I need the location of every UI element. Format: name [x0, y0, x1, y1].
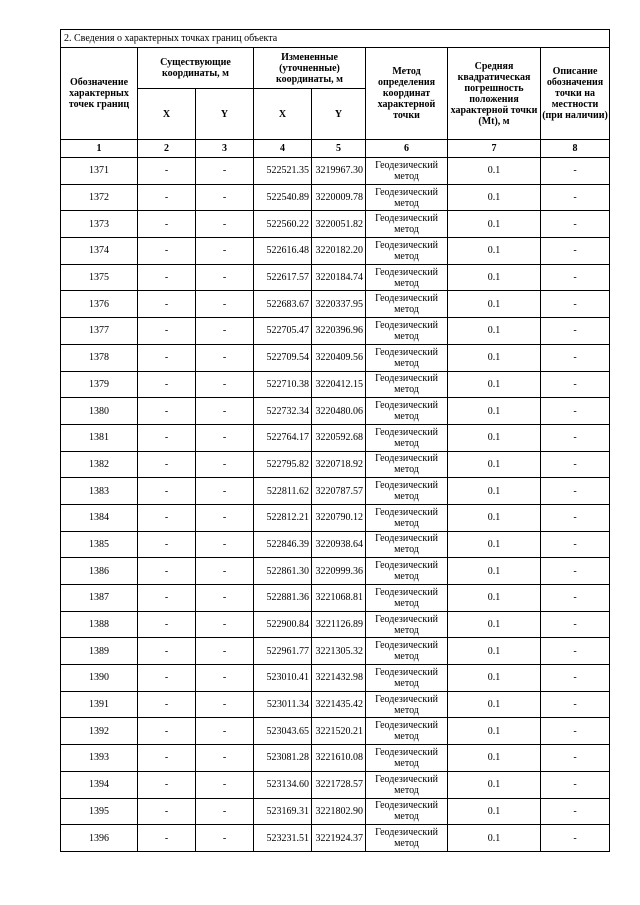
cell-existing-y: -	[196, 478, 254, 505]
cell-existing-x: -	[138, 291, 196, 318]
cell-accuracy: 0.1	[448, 238, 541, 265]
table-row	[61, 371, 610, 398]
cell-existing-y: -	[196, 798, 254, 825]
cell-existing-y: -	[196, 344, 254, 371]
cell-changed-x: 522560.22	[254, 211, 312, 238]
cell-changed-x: 522900.84	[254, 611, 312, 638]
cell-point-number: 1373	[61, 211, 138, 238]
cell-existing-y: -	[196, 264, 254, 291]
cell-changed-x: 522795.82	[254, 451, 312, 478]
cell-method: Геодезический метод	[366, 344, 448, 371]
cell-accuracy: 0.1	[448, 184, 541, 211]
cell-existing-y: -	[196, 184, 254, 211]
cell-existing-y: -	[196, 611, 254, 638]
cell-method: Геодезический метод	[366, 451, 448, 478]
cell-changed-y: 3221432.98	[312, 665, 366, 692]
cell-changed-y: 3220184.74	[312, 264, 366, 291]
column-number: 7	[448, 140, 541, 158]
cell-point-number: 1385	[61, 531, 138, 558]
cell-existing-y: -	[196, 504, 254, 531]
header-method: Метод определения координат характерной точки	[366, 48, 448, 140]
cell-changed-y: 3221068.81	[312, 585, 366, 612]
cell-existing-x: -	[138, 665, 196, 692]
cell-existing-y: -	[196, 825, 254, 852]
cell-existing-y: -	[196, 451, 254, 478]
cell-accuracy: 0.1	[448, 424, 541, 451]
cell-existing-x: -	[138, 371, 196, 398]
cell-changed-x: 522709.54	[254, 344, 312, 371]
column-number: 8	[541, 140, 610, 158]
table-row	[61, 318, 610, 345]
cell-changed-y: 3220182.20	[312, 238, 366, 265]
cell-method: Геодезический метод	[366, 558, 448, 585]
cell-changed-y: 3220409.56	[312, 344, 366, 371]
cell-accuracy: 0.1	[448, 531, 541, 558]
table-row	[61, 291, 610, 318]
section-title: 2. Сведения о характерных точках границ объекта	[61, 30, 610, 48]
cell-method: Геодезический метод	[366, 158, 448, 185]
cell-changed-y: 3221728.57	[312, 771, 366, 798]
cell-point-number: 1382	[61, 451, 138, 478]
cell-description: -	[541, 504, 610, 531]
cell-existing-x: -	[138, 478, 196, 505]
cell-description: -	[541, 451, 610, 478]
cell-accuracy: 0.1	[448, 478, 541, 505]
cell-method: Геодезический метод	[366, 504, 448, 531]
cell-changed-y: 3220718.92	[312, 451, 366, 478]
cell-changed-y: 3220337.95	[312, 291, 366, 318]
cell-accuracy: 0.1	[448, 264, 541, 291]
cell-existing-x: -	[138, 398, 196, 425]
table-row	[61, 718, 610, 745]
cell-point-number: 1391	[61, 691, 138, 718]
cell-point-number: 1384	[61, 504, 138, 531]
cell-description: -	[541, 691, 610, 718]
cell-existing-y: -	[196, 211, 254, 238]
cell-method: Геодезический метод	[366, 424, 448, 451]
cell-existing-y: -	[196, 638, 254, 665]
cell-existing-x: -	[138, 344, 196, 371]
cell-existing-x: -	[138, 745, 196, 772]
cell-existing-x: -	[138, 184, 196, 211]
cell-changed-x: 523231.51	[254, 825, 312, 852]
cell-method: Геодезический метод	[366, 291, 448, 318]
cell-accuracy: 0.1	[448, 611, 541, 638]
cell-method: Геодезический метод	[366, 691, 448, 718]
cell-existing-y: -	[196, 291, 254, 318]
cell-changed-x: 523011.34	[254, 691, 312, 718]
column-number: 2	[138, 140, 196, 158]
cell-changed-x: 522812.21	[254, 504, 312, 531]
table-row	[61, 825, 610, 852]
cell-description: -	[541, 665, 610, 692]
cell-method: Геодезический метод	[366, 398, 448, 425]
table-row	[61, 558, 610, 585]
table-row	[61, 184, 610, 211]
cell-description: -	[541, 184, 610, 211]
cell-existing-y: -	[196, 585, 254, 612]
cell-changed-x: 522617.57	[254, 264, 312, 291]
cell-changed-x: 523043.65	[254, 718, 312, 745]
cell-method: Геодезический метод	[366, 611, 448, 638]
column-number: 5	[312, 140, 366, 158]
cell-accuracy: 0.1	[448, 211, 541, 238]
table-row	[61, 611, 610, 638]
table-row	[61, 504, 610, 531]
table-row	[61, 211, 610, 238]
header-changed-coordinates: Измененные (уточненные) координаты, м	[254, 48, 366, 89]
cell-changed-x: 523134.60	[254, 771, 312, 798]
cell-method: Геодезический метод	[366, 745, 448, 772]
header-designation: Обозначение характерных точек границ	[61, 48, 138, 140]
column-number-row	[61, 140, 610, 158]
cell-changed-x: 522540.89	[254, 184, 312, 211]
cell-point-number: 1374	[61, 238, 138, 265]
cell-changed-x: 523010.41	[254, 665, 312, 692]
cell-existing-y: -	[196, 371, 254, 398]
cell-existing-x: -	[138, 158, 196, 185]
header-existing-coordinates: Существующие координаты, м	[138, 48, 254, 89]
cell-changed-y: 3220412.15	[312, 371, 366, 398]
cell-existing-y: -	[196, 665, 254, 692]
cell-point-number: 1371	[61, 158, 138, 185]
cell-changed-y: 3220051.82	[312, 211, 366, 238]
cell-description: -	[541, 211, 610, 238]
cell-accuracy: 0.1	[448, 318, 541, 345]
cell-point-number: 1372	[61, 184, 138, 211]
cell-changed-x: 522846.39	[254, 531, 312, 558]
cell-existing-x: -	[138, 638, 196, 665]
cell-description: -	[541, 798, 610, 825]
cell-changed-y: 3221435.42	[312, 691, 366, 718]
cell-method: Геодезический метод	[366, 798, 448, 825]
table-row	[61, 745, 610, 772]
table-row	[61, 424, 610, 451]
cell-changed-x: 522961.77	[254, 638, 312, 665]
cell-description: -	[541, 291, 610, 318]
cell-point-number: 1377	[61, 318, 138, 345]
boundary-points-document	[60, 29, 609, 852]
cell-description: -	[541, 745, 610, 772]
cell-point-number: 1389	[61, 638, 138, 665]
cell-point-number: 1393	[61, 745, 138, 772]
column-number: 1	[61, 140, 138, 158]
cell-existing-x: -	[138, 691, 196, 718]
cell-changed-y: 3220999.36	[312, 558, 366, 585]
column-number: 6	[366, 140, 448, 158]
table-row	[61, 585, 610, 612]
cell-accuracy: 0.1	[448, 798, 541, 825]
cell-description: -	[541, 531, 610, 558]
cell-accuracy: 0.1	[448, 344, 541, 371]
table-row	[61, 771, 610, 798]
cell-description: -	[541, 344, 610, 371]
cell-description: -	[541, 825, 610, 852]
cell-accuracy: 0.1	[448, 638, 541, 665]
cell-description: -	[541, 718, 610, 745]
cell-changed-y: 3221610.08	[312, 745, 366, 772]
cell-method: Геодезический метод	[366, 531, 448, 558]
cell-changed-y: 3221305.32	[312, 638, 366, 665]
cell-point-number: 1390	[61, 665, 138, 692]
cell-existing-y: -	[196, 771, 254, 798]
cell-changed-x: 522710.38	[254, 371, 312, 398]
column-number: 4	[254, 140, 312, 158]
cell-existing-x: -	[138, 238, 196, 265]
cell-existing-x: -	[138, 531, 196, 558]
table-row	[61, 238, 610, 265]
boundary-points-table	[60, 29, 610, 852]
cell-changed-y: 3220592.68	[312, 424, 366, 451]
cell-existing-x: -	[138, 504, 196, 531]
cell-description: -	[541, 371, 610, 398]
cell-method: Геодезический метод	[366, 665, 448, 692]
cell-description: -	[541, 585, 610, 612]
cell-accuracy: 0.1	[448, 291, 541, 318]
cell-existing-y: -	[196, 558, 254, 585]
cell-accuracy: 0.1	[448, 371, 541, 398]
cell-description: -	[541, 424, 610, 451]
cell-changed-y: 3221520.21	[312, 718, 366, 745]
cell-accuracy: 0.1	[448, 771, 541, 798]
cell-point-number: 1376	[61, 291, 138, 318]
cell-accuracy: 0.1	[448, 504, 541, 531]
header-existing-y: Y	[196, 89, 254, 140]
cell-method: Геодезический метод	[366, 211, 448, 238]
cell-point-number: 1387	[61, 585, 138, 612]
cell-existing-x: -	[138, 771, 196, 798]
cell-description: -	[541, 771, 610, 798]
cell-existing-y: -	[196, 158, 254, 185]
cell-description: -	[541, 478, 610, 505]
cell-changed-x: 522881.36	[254, 585, 312, 612]
cell-changed-x: 523081.28	[254, 745, 312, 772]
cell-point-number: 1396	[61, 825, 138, 852]
cell-existing-y: -	[196, 691, 254, 718]
cell-point-number: 1394	[61, 771, 138, 798]
cell-method: Геодезический метод	[366, 825, 448, 852]
cell-point-number: 1378	[61, 344, 138, 371]
cell-method: Геодезический метод	[366, 718, 448, 745]
cell-existing-y: -	[196, 718, 254, 745]
table-body	[61, 158, 610, 852]
cell-existing-x: -	[138, 558, 196, 585]
cell-accuracy: 0.1	[448, 158, 541, 185]
cell-method: Геодезический метод	[366, 771, 448, 798]
cell-changed-y: 3220938.64	[312, 531, 366, 558]
header-existing-x: X	[138, 89, 196, 140]
cell-existing-x: -	[138, 611, 196, 638]
cell-accuracy: 0.1	[448, 585, 541, 612]
cell-accuracy: 0.1	[448, 398, 541, 425]
table-row	[61, 638, 610, 665]
table-row	[61, 478, 610, 505]
cell-changed-x: 522811.62	[254, 478, 312, 505]
cell-method: Геодезический метод	[366, 638, 448, 665]
cell-existing-x: -	[138, 424, 196, 451]
cell-changed-x: 523169.31	[254, 798, 312, 825]
cell-accuracy: 0.1	[448, 718, 541, 745]
cell-accuracy: 0.1	[448, 691, 541, 718]
table-row	[61, 798, 610, 825]
cell-existing-y: -	[196, 424, 254, 451]
cell-method: Геодезический метод	[366, 264, 448, 291]
cell-existing-x: -	[138, 451, 196, 478]
table-row	[61, 344, 610, 371]
cell-method: Геодезический метод	[366, 238, 448, 265]
cell-accuracy: 0.1	[448, 825, 541, 852]
cell-existing-y: -	[196, 238, 254, 265]
table-row	[61, 531, 610, 558]
cell-method: Геодезический метод	[366, 318, 448, 345]
cell-existing-x: -	[138, 211, 196, 238]
cell-description: -	[541, 611, 610, 638]
cell-changed-y: 3221802.90	[312, 798, 366, 825]
table-row	[61, 665, 610, 692]
cell-point-number: 1375	[61, 264, 138, 291]
table-row	[61, 158, 610, 185]
cell-point-number: 1386	[61, 558, 138, 585]
cell-changed-x: 522732.34	[254, 398, 312, 425]
cell-point-number: 1383	[61, 478, 138, 505]
cell-changed-x: 522705.47	[254, 318, 312, 345]
cell-method: Геодезический метод	[366, 478, 448, 505]
cell-changed-y: 3220009.78	[312, 184, 366, 211]
column-number: 3	[196, 140, 254, 158]
cell-accuracy: 0.1	[448, 558, 541, 585]
cell-method: Геодезический метод	[366, 184, 448, 211]
cell-changed-x: 522764.17	[254, 424, 312, 451]
table-row	[61, 451, 610, 478]
cell-changed-y: 3220480.06	[312, 398, 366, 425]
cell-changed-y: 3221126.89	[312, 611, 366, 638]
cell-existing-x: -	[138, 585, 196, 612]
cell-changed-y: 3220787.57	[312, 478, 366, 505]
cell-existing-x: -	[138, 825, 196, 852]
table-row	[61, 398, 610, 425]
cell-accuracy: 0.1	[448, 745, 541, 772]
cell-point-number: 1392	[61, 718, 138, 745]
cell-description: -	[541, 158, 610, 185]
header-description: Описание обозначения точки на местности (при наличии)	[541, 48, 610, 140]
cell-changed-x: 522861.30	[254, 558, 312, 585]
cell-point-number: 1379	[61, 371, 138, 398]
header-changed-x: X	[254, 89, 312, 140]
cell-changed-x: 522683.67	[254, 291, 312, 318]
cell-changed-y: 3221924.37	[312, 825, 366, 852]
cell-changed-y: 3220790.12	[312, 504, 366, 531]
cell-existing-y: -	[196, 398, 254, 425]
cell-point-number: 1381	[61, 424, 138, 451]
cell-description: -	[541, 638, 610, 665]
cell-accuracy: 0.1	[448, 665, 541, 692]
cell-existing-y: -	[196, 745, 254, 772]
table-row	[61, 691, 610, 718]
cell-existing-x: -	[138, 798, 196, 825]
cell-point-number: 1395	[61, 798, 138, 825]
cell-method: Геодезический метод	[366, 371, 448, 398]
cell-existing-y: -	[196, 531, 254, 558]
cell-point-number: 1388	[61, 611, 138, 638]
cell-existing-x: -	[138, 318, 196, 345]
cell-changed-y: 3220396.96	[312, 318, 366, 345]
cell-existing-x: -	[138, 264, 196, 291]
cell-description: -	[541, 264, 610, 291]
cell-changed-x: 522521.35	[254, 158, 312, 185]
cell-description: -	[541, 238, 610, 265]
cell-accuracy: 0.1	[448, 451, 541, 478]
cell-method: Геодезический метод	[366, 585, 448, 612]
cell-description: -	[541, 398, 610, 425]
header-changed-y: Y	[312, 89, 366, 140]
cell-description: -	[541, 558, 610, 585]
header-accuracy: Средняя квадратическая погрешность положения характерной точки (Мt), м	[448, 48, 541, 140]
cell-point-number: 1380	[61, 398, 138, 425]
cell-changed-x: 522616.48	[254, 238, 312, 265]
cell-changed-y: 3219967.30	[312, 158, 366, 185]
cell-existing-x: -	[138, 718, 196, 745]
cell-description: -	[541, 318, 610, 345]
cell-existing-y: -	[196, 318, 254, 345]
table-row	[61, 264, 610, 291]
